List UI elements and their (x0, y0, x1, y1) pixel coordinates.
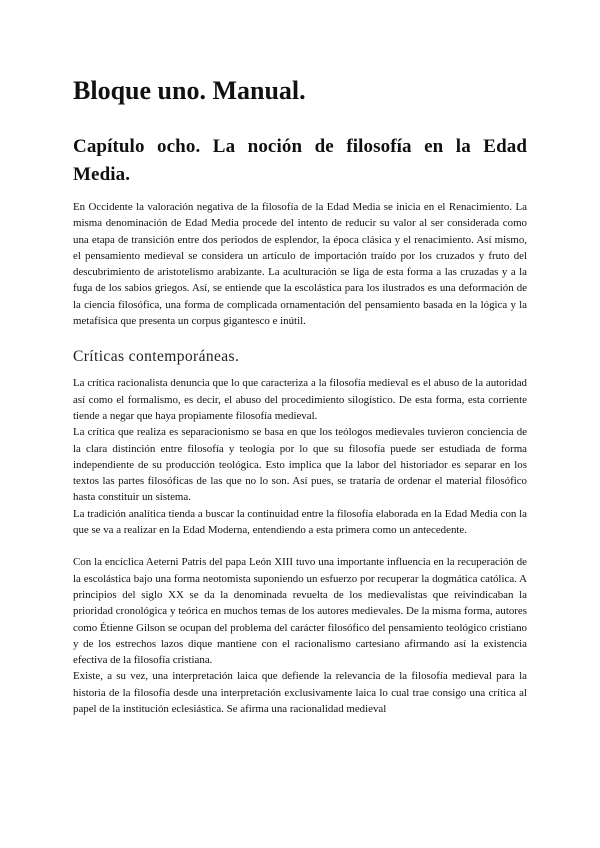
paragraph-laic-interpretation: Existe, a su vez, una interpretación laica que defiende la relevancia de la filosofía medieval para la historia de la filosofía desde una interpretación exclusivamente laica lo cual trae consigo una crítica al papel de la institución eclesiástica. Se afirma una racionalidad medieval (73, 670, 527, 716)
page-title: Bloque uno. Manual. (73, 76, 306, 105)
intro-paragraph: En Occidente la valoración negativa de la filosofía de la Edad Media se inicia en el Renacimiento. La misma denominación de Edad Media procede del intento de reducir su valor al ser considerada como una etapa de transición entre dos periodos de esplendor, la época clásica y el renacimiento. Así mismo, el pensamiento medieval se considera un artículo de importación traído por los cruzados y fruto del descubrimiento de aristotelismo arabizante. La aculturación se liga de esta forma a las cruzadas y a la fuga de los sabios griegos. Así, se entiende que la escolástica para los ilustrados es una deformación de la ciencia filosófica, una forma de complicada ornamentación del pensamiento basada en la lógica y la metafísica que presenta un corpus gigantesco e inútil. (73, 201, 527, 328)
paragraph-aeterni-patris: Con la encíclica Aeterni Patris del papa León XIII tuvo una importante influencia en la recuperación de la escolástica bajo una forma neotomista suponiendo un esfuerzo por recuperar la dogmática católica. A principios del siglo XX se da la denominada revuelta de los medievalistas que reivindicaban la prioridad cronológica y teórica en muchos temas de los autores medievales. De la misma forma, autores como Étienne Gilson se ocupan del problema del carácter filosófico del pensamiento teológico cristiano y de los estrechos lazos dique mantiene con el racionalismo cartesiano afirmando así la existencia efectiva de la filosofía cristiana. (73, 556, 527, 667)
paragraph-analytic-tradition: La tradición analítica tienda a buscar la continuidad entre la filosofía elaborada en la Edad Media con la que se va a realizar en la Edad Moderna, entendiendo a esta primera como un antecedente. (73, 507, 527, 537)
chapter-heading: Capítulo ocho. La noción de filosofía en la Edad Media. (73, 136, 527, 185)
page-content (73, 75, 527, 717)
paragraph-separationism: La crítica que realiza es separacionismo se basa en que los teólogos medievales tuvieron conciencia de la clara distinción entre filosofía y teología por lo que su filosofía puede ser estudiada de forma independiente de su producción teológica. Esto implica que la labor del historiador es separar en los textos las partes filosóficas de las que no lo son. Así pues, se trataría de ordenar el material filosófico hasta constituir un sistema. (73, 426, 527, 504)
paragraph-rationalist-critique: La crítica racionalista denuncia que lo que caracteriza a la filosofía medieval es el abuso de la autoridad así como el formalismo, es decir, el abuso del procedimiento silogístico. De esta forma, esta corriente tiende a negar que haya propiamente filosofía medieval. (73, 377, 527, 422)
section-heading: Críticas contemporáneas. (73, 348, 240, 366)
